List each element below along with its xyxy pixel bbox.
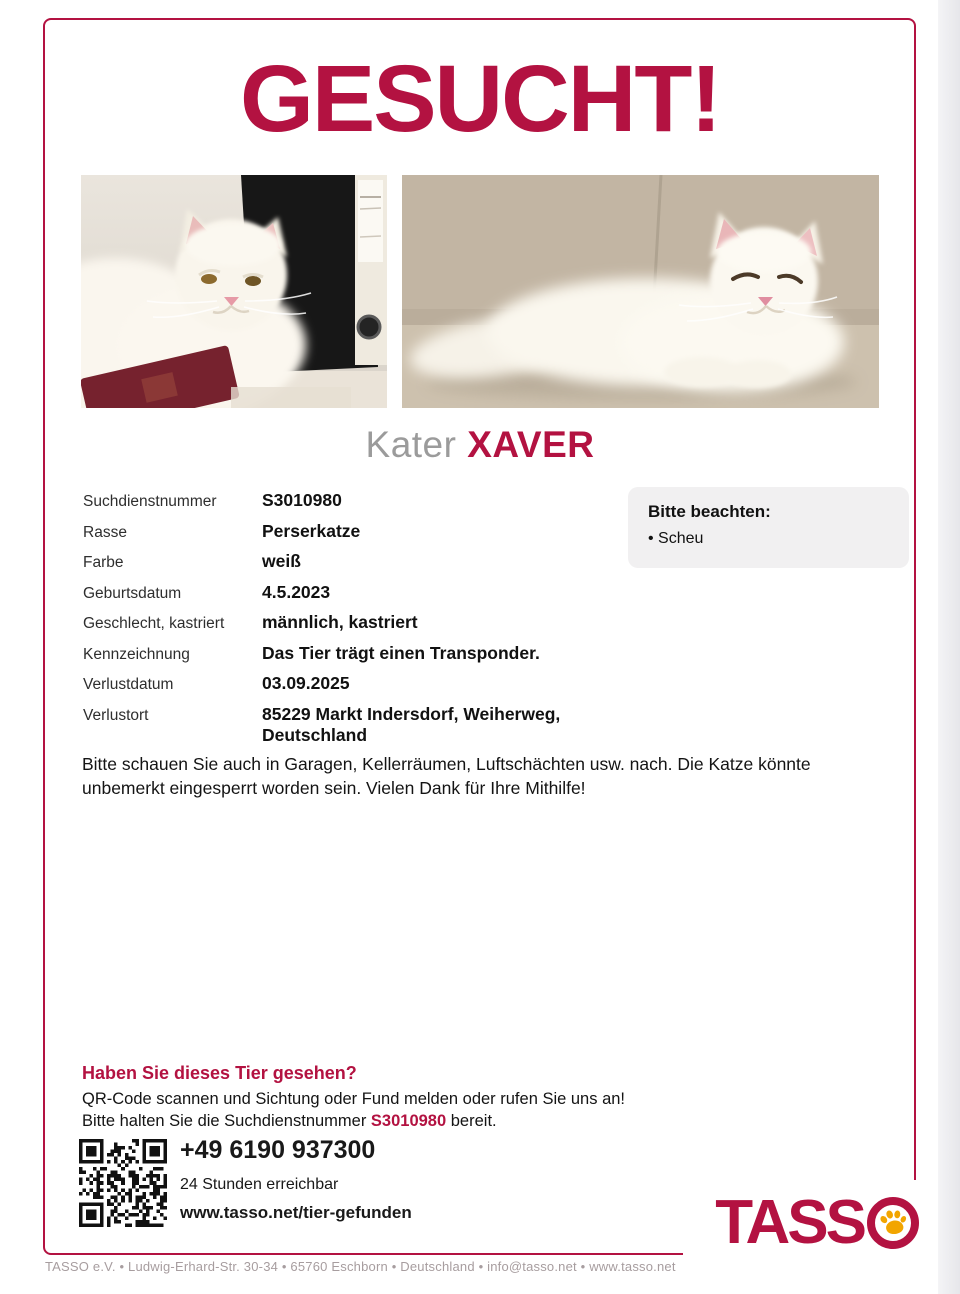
report-url: www.tasso.net/tier-gefunden — [180, 1203, 412, 1222]
page-edge-shadow — [938, 0, 960, 1294]
qr-code-icon — [79, 1139, 167, 1227]
detail-value: männlich, kastriert — [262, 612, 418, 632]
detail-label: Verlustort — [83, 706, 149, 724]
availability-text: 24 Stunden erreichbar — [180, 1176, 339, 1193]
sighting-number: S3010980 — [370, 1112, 447, 1130]
table-row — [83, 704, 602, 746]
pet-photo-shelf — [81, 175, 387, 408]
poster-title: GESUCHT! — [239, 46, 721, 152]
detail-label: Suchdienstnummer — [83, 493, 217, 510]
detail-value: S3010980 — [262, 490, 342, 510]
table-row — [83, 582, 602, 603]
qr-code — [79, 1139, 167, 1227]
table-row — [83, 490, 602, 511]
detail-value: Perserkatze — [262, 520, 361, 541]
detail-label: Rasse — [83, 523, 127, 541]
detail-value: Das Tier trägt einen Transponder. — [262, 642, 540, 663]
pet-details-table — [83, 490, 602, 746]
tasso-logo-inner — [715, 1188, 919, 1257]
contact-block — [180, 1134, 412, 1223]
photo-row — [81, 175, 879, 408]
notice-item: • Scheu — [648, 530, 893, 548]
detail-label: Geschlecht, kastriert — [83, 615, 225, 632]
pet-photo-couch — [402, 175, 879, 408]
sighting-line2-prefix: Bitte halten Sie die Suchdienstnummer — [82, 1112, 371, 1130]
footer-address: TASSO e.V. • Ludwig-Erhard-Str. 30-34 • 65760 Eschborn • Deutschland • info@tasso.net • www.tasso.net — [45, 1259, 676, 1274]
sighting-heading: Haben Sie dieses Tier gesehen? — [82, 1063, 357, 1083]
table-row — [83, 643, 602, 664]
detail-label: Geburtsdatum — [83, 584, 182, 602]
table-row — [83, 612, 602, 633]
cat-illustration-couch — [402, 175, 879, 408]
detail-label: Verlustdatum — [83, 676, 174, 693]
table-row — [83, 551, 602, 572]
notice-title: Bitte beachten: — [648, 502, 771, 521]
sighting-section — [82, 1063, 782, 1132]
notice-box — [628, 487, 909, 568]
appeal-text: Bitte schauen Sie auch in Garagen, Kellerräumen, Luftschächten usw. nach. Die Katze könnte unbemerkt eingesperrt worden sein. Vielen Dank für Ihre Mithilfe! — [82, 754, 811, 798]
pet-name-prefix: Kater — [365, 424, 457, 465]
detail-label: Kennzeichnung — [83, 645, 190, 663]
table-row — [83, 521, 602, 542]
pet-name-heading — [0, 424, 960, 466]
sighting-line-2 — [82, 1110, 782, 1132]
tasso-logo-text: TASS — [715, 1188, 864, 1257]
sighting-line2-suffix: bereit. — [446, 1112, 497, 1130]
phone-number: +49 6190 937300 — [180, 1136, 376, 1164]
paw-ring-icon — [867, 1197, 919, 1249]
sighting-line-1: QR-Code scannen und Sichtung oder Fund melden oder rufen Sie uns an! — [82, 1090, 626, 1108]
pet-name: XAVER — [467, 424, 595, 465]
detail-value: 85229 Markt Indersdorf, Weiherweg, Deutschland — [262, 703, 561, 745]
detail-value: 03.09.2025 — [262, 673, 350, 693]
detail-value: 4.5.2023 — [262, 581, 331, 602]
cat-illustration-shelf — [81, 175, 387, 408]
tasso-logo — [683, 1180, 933, 1258]
paw-icon — [875, 1205, 911, 1241]
detail-label: Farbe — [83, 554, 124, 571]
detail-value: weiß — [262, 551, 301, 571]
table-row — [83, 673, 602, 694]
